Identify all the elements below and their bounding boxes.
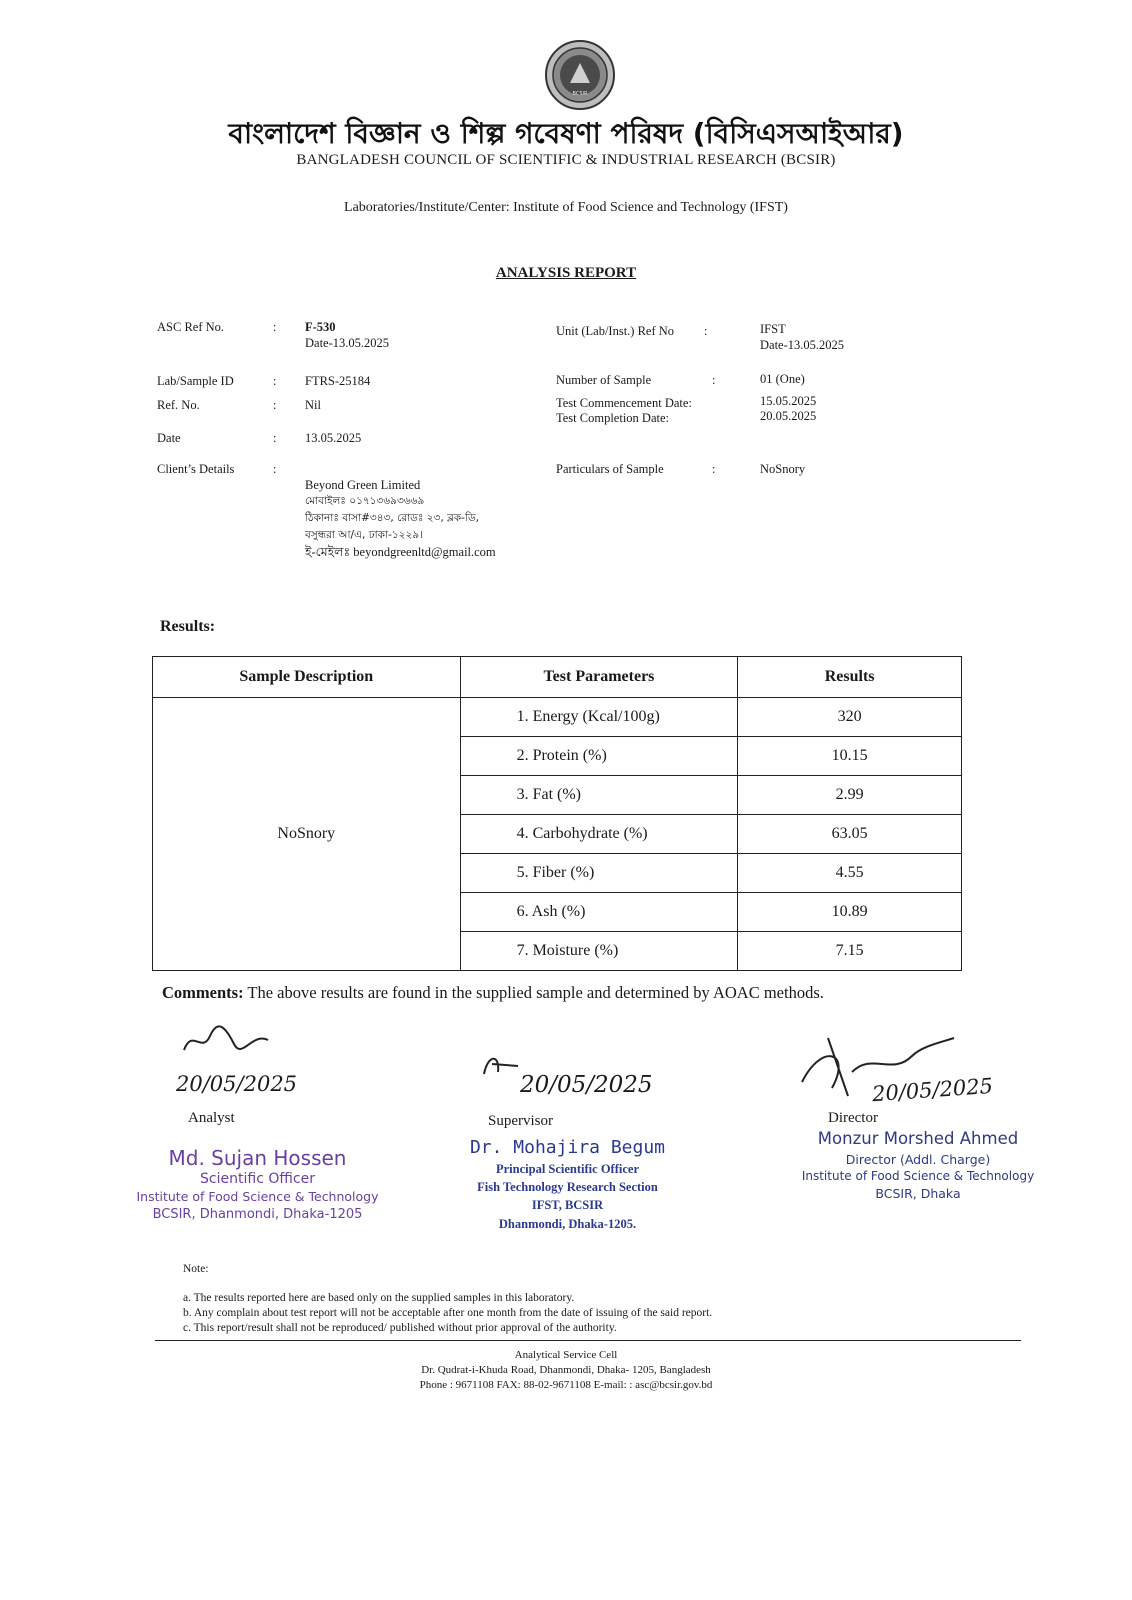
result-cell: 10.15 xyxy=(738,737,962,776)
clients-details-label: Client’s Details xyxy=(157,462,235,476)
results-heading: Results: xyxy=(160,618,216,635)
footer-line1: Analytical Service Cell xyxy=(514,1349,618,1361)
supervisor-stamp-org3: Dhanmondi, Dhaka-1205. xyxy=(498,1217,637,1231)
client-mobile: মোবাইলঃ ০১৭১৩৬৯৩৬৬৯ xyxy=(305,495,425,507)
comments-label: Comments: xyxy=(162,983,244,1002)
column-header-results: Results xyxy=(738,657,962,698)
note-c: c. This report/result shall not be reproduced/ published without prior approval of the authority. xyxy=(183,1322,617,1334)
note-label: Note: xyxy=(183,1263,209,1275)
result-cell: 63.05 xyxy=(738,815,962,854)
client-address-line2: বসুন্ধরা আ/এ, ঢাকা-১২২৯। xyxy=(305,529,423,541)
unit-ref-date: Date-13.05.2025 xyxy=(760,338,845,352)
test-commencement-value: 15.05.2025 xyxy=(760,394,817,408)
parameter-cell: 3. Fat (%) xyxy=(460,776,738,815)
footer-divider xyxy=(155,1340,1021,1341)
unit-ref-value: IFST xyxy=(760,322,786,336)
date-label: Date xyxy=(157,431,181,445)
column-header-test-parameters: Test Parameters xyxy=(460,657,738,698)
ref-no-value: Nil xyxy=(305,398,321,412)
parameter-cell: 5. Fiber (%) xyxy=(460,854,738,893)
test-completion-value: 20.05.2025 xyxy=(760,409,817,423)
colon: : xyxy=(712,462,716,476)
director-stamp-org1: Institute of Food Science & Technology xyxy=(801,1169,1035,1183)
note-b: b. Any complain about test report will not be acceptable after one month from the date of issuing of the said report. xyxy=(183,1307,713,1319)
colon: : xyxy=(704,324,708,338)
supervisor-stamp-name: Dr. Mohajira Begum xyxy=(469,1137,666,1158)
footer-contact: Phone : 9671108 FAX: 88-02-9671108 E-mail: : asc@bcsir.gov.bd xyxy=(419,1379,713,1391)
table-header-row xyxy=(153,657,962,698)
colon: : xyxy=(273,398,277,412)
number-of-sample-value: 01 (One) xyxy=(760,372,805,386)
test-commencement-label: Test Commencement Date: xyxy=(556,396,692,410)
note-a: a. The results reported here are based only on the supplied samples in this laboratory. xyxy=(183,1292,575,1304)
svg-text:BCSIR: BCSIR xyxy=(572,91,588,97)
particulars-label: Particulars of Sample xyxy=(556,462,664,476)
analyst-stamp-title: Scientific Officer xyxy=(200,1171,315,1187)
unit-ref-label: Unit (Lab/Inst.) Ref No xyxy=(556,324,675,338)
parameter-cell: 2. Protein (%) xyxy=(460,737,738,776)
client-email: ই-মেইলঃ beyondgreenltd@gmail.com xyxy=(305,545,496,559)
table-row xyxy=(153,698,962,737)
asc-ref-value: F-530 xyxy=(305,320,336,334)
colon: : xyxy=(273,462,277,476)
report-title: ANALYSIS REPORT xyxy=(495,265,637,281)
colon: : xyxy=(273,374,277,388)
test-completion-label: Test Completion Date: xyxy=(556,411,669,425)
director-stamp-title: Director (Addl. Charge) xyxy=(845,1152,991,1167)
bcsir-logo xyxy=(544,39,616,111)
column-header-sample-description: Sample Description xyxy=(153,657,461,698)
result-cell: 2.99 xyxy=(738,776,962,815)
asc-ref-label: ASC Ref No. xyxy=(157,320,225,334)
director-stamp-name: Monzur Morshed Ahmed xyxy=(817,1129,1019,1148)
analyst-role: Analyst xyxy=(188,1110,235,1126)
analyst-stamp-org2: BCSIR, Dhanmondi, Dhaka-1205 xyxy=(152,1207,363,1222)
lab-sample-id-label: Lab/Sample ID xyxy=(157,374,234,388)
colon: : xyxy=(712,373,716,387)
result-cell: 10.89 xyxy=(738,893,962,932)
colon: : xyxy=(273,431,277,445)
result-cell: 4.55 xyxy=(738,854,962,893)
supervisor-stamp-title: Principal Scientific Officer xyxy=(495,1162,639,1176)
number-of-sample-label: Number of Sample xyxy=(556,373,652,387)
lab-sample-id-value: FTRS-25184 xyxy=(305,374,371,388)
analyst-stamp-name: Md. Sujan Hossen xyxy=(168,1146,347,1170)
parameter-cell: 7. Moisture (%) xyxy=(460,932,738,971)
footer-address: Dr. Qudrat-i-Khuda Road, Dhanmondi, Dhaka- 1205, Bangladesh xyxy=(421,1364,711,1376)
parameter-cell: 4. Carbohydrate (%) xyxy=(460,815,738,854)
supervisor-date: 20/05/2025 xyxy=(520,1072,653,1098)
client-name: Beyond Green Limited xyxy=(305,478,421,492)
supervisor-stamp-org2: IFST, BCSIR xyxy=(531,1198,604,1212)
colon: : xyxy=(273,320,277,334)
director-role: Director xyxy=(828,1110,878,1126)
laboratory-line: Laboratories/Institute/Center: Institute of Food Science and Technology (IFST) xyxy=(344,200,788,215)
sample-description-cell: NoSnory xyxy=(153,698,461,971)
parameter-cell: 6. Ash (%) xyxy=(460,893,738,932)
director-stamp-org2: BCSIR, Dhaka xyxy=(875,1186,961,1201)
particulars-value: NoSnory xyxy=(760,462,806,476)
ref-no-label: Ref. No. xyxy=(157,398,200,412)
analyst-date: 20/05/2025 xyxy=(176,1072,298,1096)
result-cell: 320 xyxy=(738,698,962,737)
analyst-stamp-org1: Institute of Food Science & Technology xyxy=(136,1189,379,1204)
council-title-english: BANGLADESH COUNCIL OF SCIENTIFIC & INDUSTRIAL RESEARCH (BCSIR) xyxy=(296,152,836,168)
results-table xyxy=(152,656,962,971)
director-date: 20/05/2025 xyxy=(871,1073,994,1107)
supervisor-stamp-org1: Fish Technology Research Section xyxy=(477,1180,658,1194)
client-address-line1: ঠিকানাঃ বাসা#৩৪৩, রোডঃ ২৩, ব্লক-ডি, xyxy=(305,512,480,524)
comments-line xyxy=(162,983,824,1003)
council-title-bengali: বাংলাদেশ বিজ্ঞান ও শিল্প গবেষণা পরিষদ (বিসিএসআইআর) xyxy=(228,117,904,150)
asc-ref-date: Date-13.05.2025 xyxy=(305,336,390,350)
parameter-cell: 1. Energy (Kcal/100g) xyxy=(460,698,738,737)
comments-text: The above results are found in the supplied sample and determined by AOAC methods. xyxy=(247,983,824,1002)
supervisor-role: Supervisor xyxy=(488,1113,553,1129)
analyst-signature xyxy=(178,1020,278,1060)
result-cell: 7.15 xyxy=(738,932,962,971)
date-value: 13.05.2025 xyxy=(305,431,362,445)
